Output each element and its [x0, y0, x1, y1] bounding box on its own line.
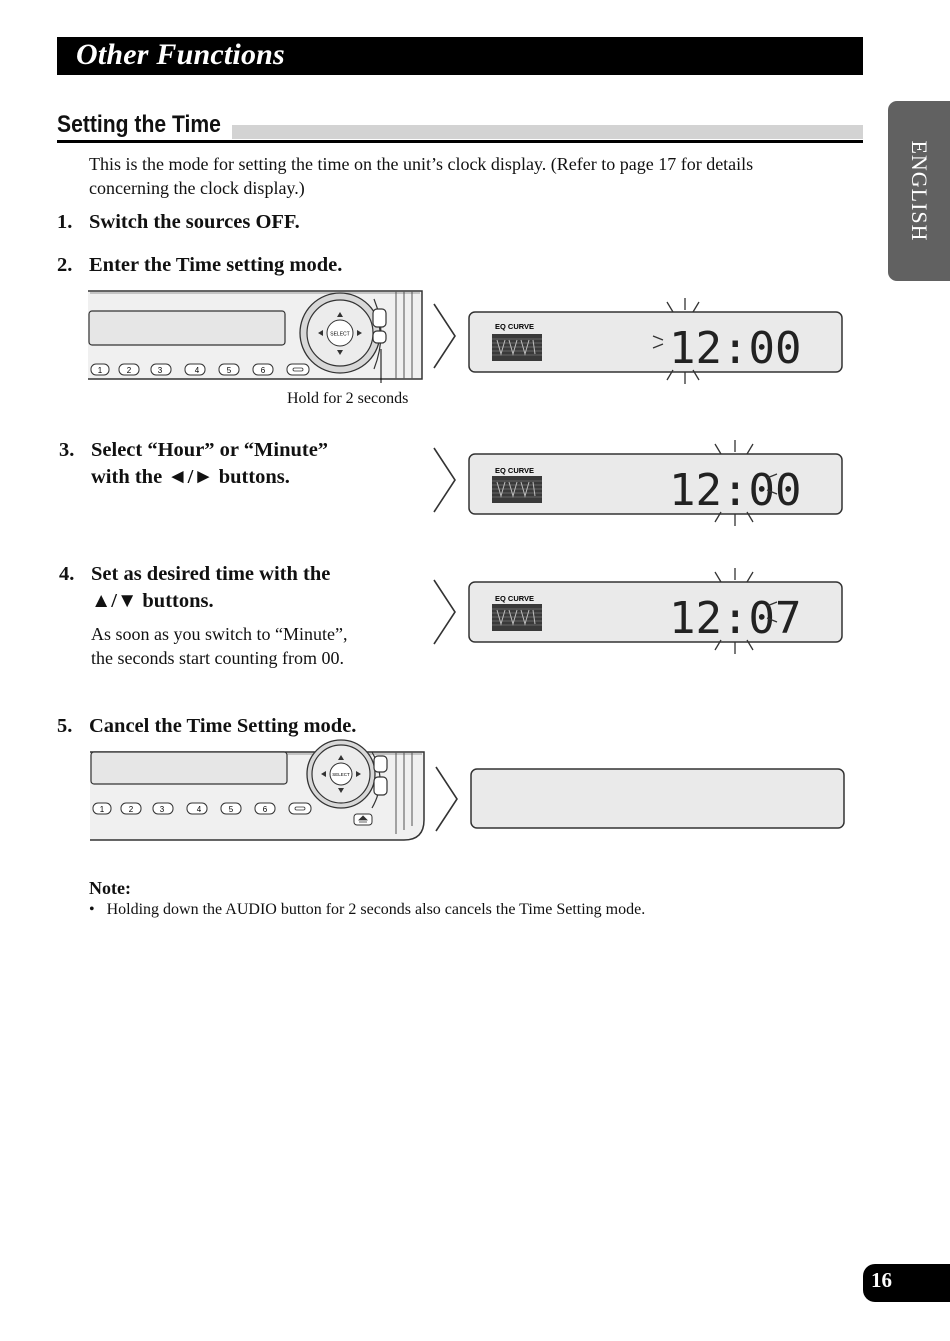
preset-label-6: 6: [262, 805, 268, 814]
preset-label-2: 2: [128, 805, 134, 814]
select-button-label: SELECT: [330, 331, 350, 338]
step-2-text: Enter the Time setting mode.: [89, 254, 343, 276]
section-title: Setting the Time: [57, 111, 221, 138]
step-arrow-1: [433, 303, 457, 369]
eq-curve-graph: [492, 476, 542, 503]
select-button-label: SELECT: [332, 772, 350, 777]
step-3-line-1: Select “Hour” or “Minute”: [91, 439, 329, 461]
band-button[interactable]: [287, 364, 309, 375]
side-button[interactable]: [374, 777, 387, 795]
step-1-text: Switch the sources OFF.: [89, 211, 300, 233]
eq-curve-label: EQ CURVE: [495, 594, 535, 603]
step-4-sub-line-1: As soon as you switch to “Minute”,: [91, 624, 348, 644]
note-heading: Note:: [89, 878, 131, 898]
clock-time-display: 12:00: [669, 323, 802, 374]
lcd-display-3: [467, 572, 845, 650]
preset-label-1: 1: [99, 805, 105, 814]
preset-label-3: 3: [159, 805, 165, 814]
note-item: [89, 901, 645, 919]
eq-curve-label: EQ CURVE: [495, 466, 535, 475]
clock-time-display: 12:00: [669, 465, 802, 516]
step-4-sub-line-2: the seconds start counting from 00.: [91, 648, 344, 668]
eq-curve-graph: [492, 604, 542, 631]
language-tab: [888, 101, 950, 281]
step-arrow-2: [433, 447, 457, 513]
page-number: 16: [871, 1268, 892, 1292]
preset-label-2: 2: [126, 366, 132, 375]
header-bar: [57, 37, 863, 75]
hold-caption: Hold for 2 seconds: [287, 390, 409, 407]
step-arrow-3: [433, 579, 457, 645]
step-5-text: Cancel the Time Setting mode.: [89, 715, 357, 737]
head-unit-illustration-2: [88, 750, 428, 842]
head-unit-illustration-1: [86, 289, 426, 384]
step-5-number: 5.: [57, 715, 73, 737]
audio-button[interactable]: [373, 309, 386, 327]
unit-lcd-window: [89, 311, 285, 345]
lcd-display-2: [467, 444, 845, 522]
eq-curve-label: EQ CURVE: [495, 322, 535, 331]
section-rule: [57, 140, 863, 143]
note-bullet: •: [89, 901, 95, 918]
clock-time-display: 12:07: [669, 593, 802, 644]
step-4-line-2: ▲/▼ buttons.: [91, 590, 214, 612]
unit-lcd-window: [91, 752, 287, 784]
side-button[interactable]: [373, 331, 386, 343]
intro-paragraph: This is the mode for setting the time on the unit’s clock display. (Refer to page 17 for details concerning the clock display.): [89, 154, 754, 198]
language-tab-label: ENGLISH: [907, 140, 932, 242]
step-1-number: 1.: [57, 211, 73, 233]
step-2-number: 2.: [57, 254, 73, 276]
page-number-badge: [863, 1264, 950, 1302]
section-title-band: [232, 125, 863, 139]
preset-label-3: 3: [157, 366, 163, 375]
step-3-number: 3.: [59, 439, 75, 461]
note-text: Holding down the AUDIO button for 2 seconds also cancels the Time Setting mode.: [106, 901, 646, 918]
audio-button[interactable]: [374, 756, 387, 772]
preset-label-4: 4: [194, 366, 200, 375]
step-4-line-1: Set as desired time with the: [91, 563, 331, 585]
step-4-number: 4.: [59, 563, 75, 585]
preset-label-1: 1: [97, 366, 103, 375]
band-button[interactable]: [289, 803, 311, 814]
preset-label-4: 4: [196, 805, 202, 814]
eq-curve-graph: [492, 334, 542, 361]
preset-label-5: 5: [228, 805, 234, 814]
preset-label-5: 5: [226, 366, 232, 375]
lcd-display-1: [467, 302, 845, 380]
preset-label-6: 6: [260, 366, 266, 375]
step-arrow-4: [435, 766, 459, 832]
lcd-display-blank: [469, 767, 847, 831]
page-header-title: Other Functions: [76, 38, 285, 71]
step-3-line-2: with the ◄/► buttons.: [91, 466, 290, 488]
